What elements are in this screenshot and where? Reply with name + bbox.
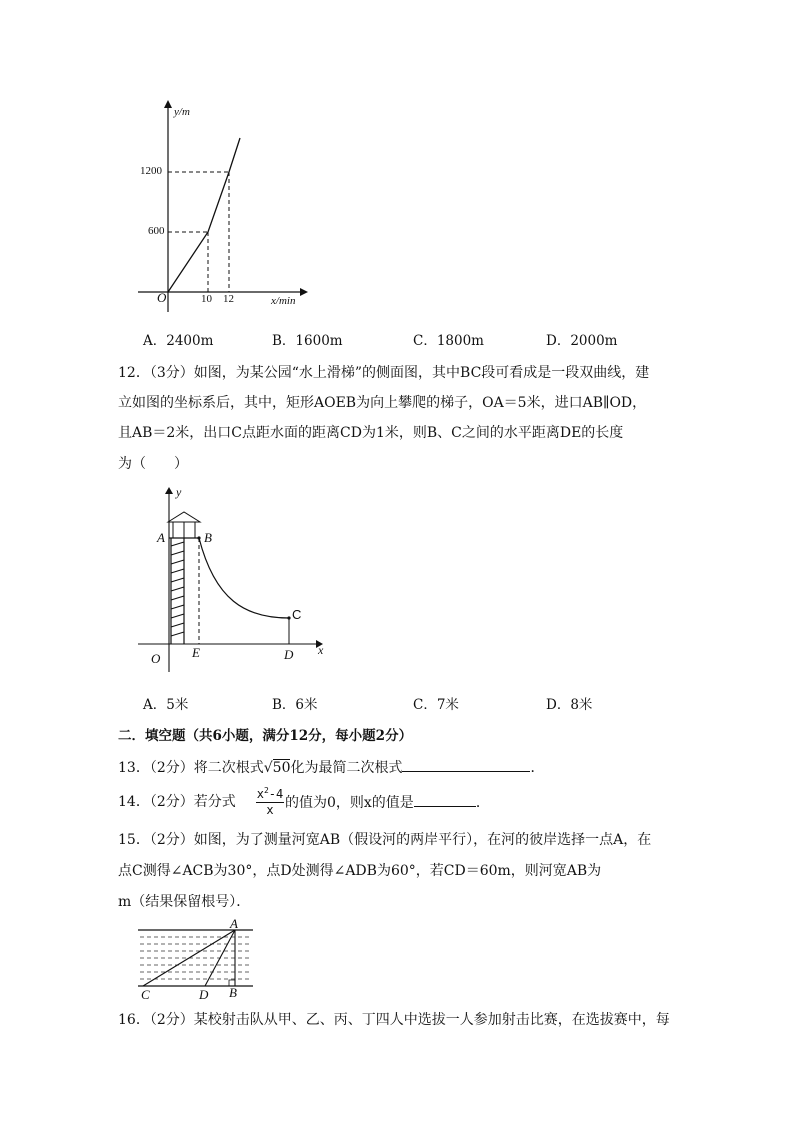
segment-DA xyxy=(205,930,235,986)
q12-line-3: 且AB＝2米，出口C点距水面的距离CD为1米，则B、C之间的水平距离DE的长度 xyxy=(118,425,624,441)
river-label-D: D xyxy=(199,987,209,1002)
label-D: D xyxy=(284,647,294,662)
q14-after: 的值为0，则x的值是 xyxy=(285,795,414,811)
graph1-tick-1200: 1200 xyxy=(140,165,162,177)
label-A: A xyxy=(157,530,165,545)
q15-line-1: 15．（2分）如图，为了测量河宽AB（假设河的两岸平行），在河的彼岸选择一点A，在 xyxy=(118,832,652,848)
q13-after: 化为最简二次根式 xyxy=(290,760,403,776)
q15-line-2: 点C测得∠ACB为30°，点D处测得∠ADB为60°，若CD＝60m，则河宽AB为 xyxy=(118,863,602,879)
q12-line-2: 立如图的坐标系后，其中，矩形AOEB为向上攀爬的梯子，OA＝5米，进口AB∥OD， xyxy=(118,395,647,411)
q12-option-d: D．8米 xyxy=(546,697,593,713)
graph1-y-label: y/m xyxy=(174,106,190,118)
q14-denominator: x xyxy=(266,803,274,817)
q13-radicand: 50 xyxy=(272,760,291,776)
label-O: O xyxy=(151,651,161,666)
section-2-heading: 二．填空题（共6小题，满分12分，每小题2分） xyxy=(118,728,413,744)
label-B: B xyxy=(204,530,212,545)
graph1-x-label: x/min xyxy=(271,295,296,307)
river-label-C: C xyxy=(141,987,150,1002)
graph2-x-label: x xyxy=(318,643,324,657)
graph1-tick-600: 600 xyxy=(148,225,165,237)
sqrt-sign: √ xyxy=(263,760,273,776)
q11-option-c: C．1800m xyxy=(413,333,484,349)
q12-line-1: 12．（3分）如图，为某公园“水上滑梯”的侧面图，其中BC段可看成是一段双曲线，建 xyxy=(118,365,650,381)
q14-end: ． xyxy=(475,795,490,811)
q11-option-b: B．1600m xyxy=(272,333,343,349)
graph2-y-label: y xyxy=(176,485,182,499)
graph1-origin: O xyxy=(157,290,167,305)
q12-option-a: A．5米 xyxy=(143,697,189,713)
q11-option-d: D．2000m xyxy=(546,333,618,349)
river-label-A: A xyxy=(230,916,238,931)
q14-before: 14．（2分）若分式 xyxy=(118,794,236,810)
q11-option-a: A．2400m xyxy=(143,333,214,349)
q12-option-c: C．7米 xyxy=(413,697,459,713)
q16-line-1: 16．（2分）某校射击队从甲、乙、丙、丁四人中选拔一人参加射击比赛，在选拔赛中，每 xyxy=(118,1012,670,1028)
graph1-tick-10: 10 xyxy=(201,293,212,305)
river-label-B: B xyxy=(229,985,237,1000)
q15-line-3: m（结果保留根号）． xyxy=(118,894,251,910)
label-C: C xyxy=(292,607,302,622)
label-E: E xyxy=(192,645,200,660)
graph1-tick-12: 12 xyxy=(223,293,234,305)
q12-line-4: 为（ ） xyxy=(118,456,188,472)
q14-numerator: $x^2-4$ xyxy=(256,783,284,803)
q13-before: 13．（2分）将二次根式 xyxy=(118,760,264,776)
q12-option-b: B．6米 xyxy=(272,697,318,713)
q13-end: ． xyxy=(530,760,545,776)
